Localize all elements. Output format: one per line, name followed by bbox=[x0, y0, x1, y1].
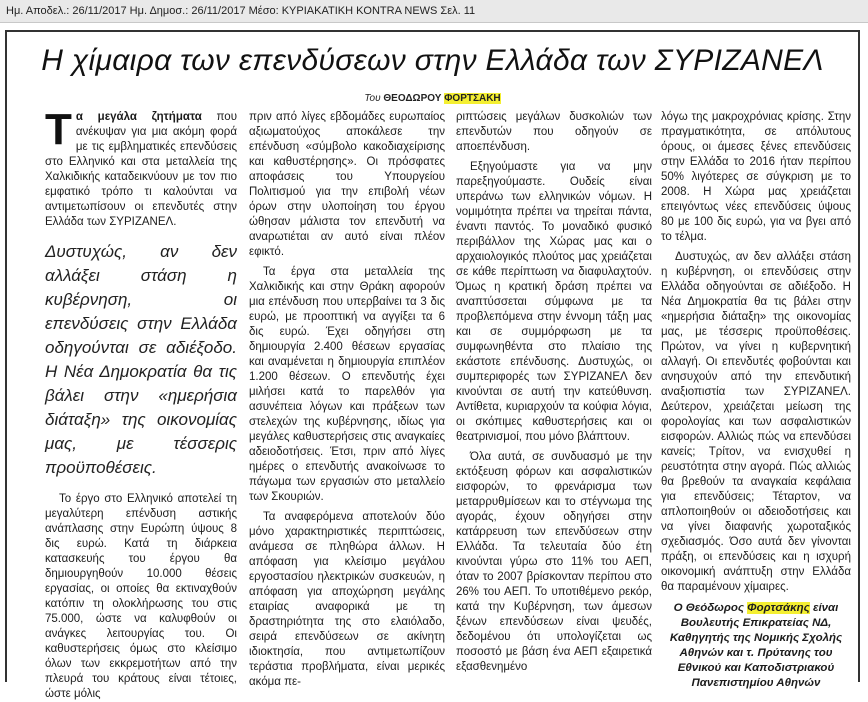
column-2 bbox=[249, 110, 445, 688]
col2-paragraph-3: Τα αναφερόμενα αποτελούν δύο μόνο χαρακτηριστικές περιπτώσεις, ανάμεσα σε πληθώρα άλλων. Η απόφαση για κλείσιμο μεγάλου εργοστασίου ηλεκτρικών συσκευών, η απόφαση για αποχώρηση μεγάλης εταιρίας αναφορικά με τη δραστηριότητα της στο ελαιόλαδο, σειρά επενδύσεων σε ακίνητη ιδιοκτησία, που αντιμετωπίζουν τεράστια προβλήματα, είναι μερικές ακόμα πε- bbox=[249, 511, 445, 688]
column-4 bbox=[661, 110, 851, 689]
column-1 bbox=[45, 105, 237, 700]
byline-prefix: Του bbox=[364, 93, 381, 104]
article-page bbox=[5, 30, 860, 700]
article-headline: Η χίμαιρα των επενδύσεων στην Ελλάδα των ΣΥΡΙΖΑΝΕΛ bbox=[41, 44, 824, 77]
lead-text: που ανέκυψαν για μια ακόμη φορά με τις εμβληματικές επενδύσεις στο Ελληνικό και στα μεταλλεία της Χαλκιδικής καταδεικνύουν με τον πιο εμφατικό τρόπο τι καλούνται να αντιμετωπίσουν οι επενδυτές στην Ελλάδα των ΣΥΡΙΖΑΝΕΛ. bbox=[45, 111, 237, 228]
bio-name: Φορτσάκης bbox=[747, 602, 810, 614]
clipping-info-bar bbox=[0, 0, 868, 23]
bio-suffix: είναι Βουλευτής Επικρατείας ΝΔ, Καθηγητής της Νομικής Σχολής Αθηνών και τ. Πρύτανης του Εθνικού και Καποδιστριακού Πανεπιστημίου Αθηνών bbox=[669, 602, 843, 689]
byline bbox=[5, 93, 860, 104]
col3-paragraph-2: Εξηγούμαστε για να μην παρεξηγούμαστε. Ουδείς είναι υπεράνω των ελληνικών νόμων. Η νομιμότητα πρέπει να τηρείται πάντα, έναντι παντός. Το μοναδικό φυσικό περιβάλλον της Χώρας μας και ο αρχαιολογικός πλούτος μας χρειάζεται σε κάθε περίπτωση να διαφυλαχτούν. Όμως η κρατική δράση πρέπει να αναπτύσσεται σύμφωνα με τα προβλεπόμενα στην έννομη τάξη μας και σε συμμόρφωση με τα συμφωνηθέντα στο πλαίσιο της εκάστοτε επένδυσης. Δυστυχώς, οι συμπεριφορές των ΣΥΡΙΖΑΝΕΛ δεν κινούνται σε αυτή την κατεύθυνση. Αντίθετα, κυριαρχούν τα κούφια λόγια, οι σκόπιμες καθυστερήσεις και οι θεατρινισμοί, που μόνο βλάπτουν. bbox=[456, 161, 652, 443]
right-rule bbox=[858, 30, 860, 682]
col4-paragraph-2: Δυστυχώς, αν δεν αλλάξει στάση η κυβέρνηση, οι επενδύσεις στην Ελλάδα οδηγούνται σε αδιέξοδο. Η Νέα Δημοκρατία θα τις βάλει στην «ημερήσια διάταξη» της οικονομίας μας, με τέσσερις προϋποθέσεις. Πρώτον, να γίνει η κυβερνητική αλλαγή. Οι επενδυτές φοβούνται και ανησυχούν από την επενδυτική αναξιοπιστία των ΣΥΡΙΖΑΝΕΛ. Δεύτερον, χρειάζεται μείωση της φορολογίας και των ασφαλιστικών εισφορών. Αλλιώς πώς να επενδύσει κανείς; Τρίτον, να ενισχυθεί η ρευστότητα στην αγορά. Πώς αλλιώς θα βρεθούν τα αναγκαία κεφάλαια για επενδύσεις; Τέταρτον, να απλοποιηθούν οι αδειοδοτήσεις και να γίνει διαφανής χωροταξικός σχεδιασμός. Όσο αυτά δεν γίνονται πράξη, οι επενδύσεις και η ισχυρή οικονομική ανάπτυξη στην Ελλάδα θα παραμένουν χίμαιρες. bbox=[661, 251, 851, 593]
col2-paragraph-1: πριν από λίγες εβδομάδες ευρωπαίος αξιωματούχος αποκάλεσε την επένδυση «σύμβολο κακοδιαχείρισης και καθυστέρησης». Οι πρόσφατες αποφάσεις του Υπουργείου Πολιτισμού για την επιβολή νέων όρων στην υλοποίηση του έργου ώθησαν μάλιστα τον επενδυτή να αναρωτιέται αν αυτό είναι πλέον εφικτό. bbox=[249, 111, 445, 258]
author-first-name: ΘΕΟΔΩΡΟΥ bbox=[383, 93, 442, 104]
drop-cap: Τ bbox=[45, 105, 72, 154]
left-rule bbox=[5, 30, 7, 682]
col4-paragraph-1: λόγω της μακροχρόνιας κρίσης. Στην πραγματικότητα, σε απόλυτους όρους, οι άμεσες ξένες επενδύσεις στην Ελλάδα το 2016 ήταν περίπου 50% λιγότερες σε σύγκριση με το 2008. Η Χώρα μας χρειάζεται επειγόντως νέες επενδύσεις ύψους 80 με 100 δις ευρώ, για να βγει από το τέλμα. bbox=[661, 111, 851, 243]
pull-quote: Δυστυχώς, αν δεν αλλάξει στάση η κυβέρνηση, οι επενδύσεις στην Ελλάδα οδηγούνται σε αδιέξοδο. Η Νέα Δημοκρατία θα τις βάλει στην «ημερήσια διάταξη» της οικονομίας μας, με τέσσερις προϋποθέσεις. bbox=[45, 242, 237, 477]
lead-bold-text: α μεγάλα ζητήματα bbox=[75, 111, 202, 123]
col1-paragraph-2: Το έργο στο Ελληνικό αποτελεί τη μεγαλύτερη επένδυση αστικής ανάπλασης στην Ευρώπη ύψους 8 δις ευρώ. Κατά τη διάρκεια κατασκευής του έργου θα δημιουργηθούν 10.000 θέσεις εργασίας, οι οποίες θα εκτιναχθούν κατόπιν τη ολοκλήρωσης του στις 75.000, ώστε να καλυφθούν οι ανάγκες λειτουργίας του. Οι καθυστερήσεις όμως στο κλείσιμο όλων των εκκρεμοτήτων από την πλευρά του κράτους είναι τέτοιες, ώστε μόλις bbox=[45, 493, 237, 700]
top-rule bbox=[5, 30, 860, 32]
col2-paragraph-2: Τα έργα στα μεταλλεία της Χαλκιδικής και στην Θράκη αφορούν μια επένδυση που υπερβαίνει τα 3 δις ευρώ, με προοπτική να αγγίξει τα 6 δις ευρώ. Έχει οδηγήσει στη δημιουργία 2.400 θέσεων εργασίας και αναμένεται η δημιουργία επιπλέον 1.200 θέσεων. Ο επενδυτής έχει μιλήσει κατά το παρελθόν για ασυνέπεια λόγων και πράξεων των στελεχών της κυβέρνησης, ιδίως για μεγάλες καθυστερήσεις στις αναγκαίες αδειοδοτήσεις. Έτσι, πριν από λίγες ημέρες ο επενδυτής ανακοίνωσε το πάγωμα των εργασιών στο μεταλλείο των Σκουριών. bbox=[249, 266, 445, 503]
col3-paragraph-3: Όλα αυτά, σε συνδυασμό με την εκτόξευση φόρων και ασφαλιστικών εισφορών, το φρενάρισμα των μεταρρυθμίσεων και το στέγνωμα της αγοράς, έχουν οδηγήσει στην κατάρρευση των επενδύσεων στην Ελλάδα. Τα τελευταία δύο έτη κινούνται γύρω στο 11% του ΑΕΠ, όταν το 2007 βρίσκονταν περίπου στο 26% του ΑΕΠ. Το υποτιθέμενο ρεκόρ, κατά την Κυβέρνηση, των άμεσων ξένων επενδύσεων είναι ψευδές, δεδομένου ότι υπολογίζεται ως ποσοστό με βάση ένα ΑΕΠ εξαιρετικά εξασθενημένο bbox=[456, 451, 652, 673]
author-bio bbox=[661, 601, 851, 691]
bio-prefix: Ο Θεόδωρος bbox=[673, 602, 744, 614]
col3-paragraph-1: ριπτώσεις μεγάλων δυσκολιών των επενδυτών που οδηγούν σε αποεπένδυση. bbox=[456, 111, 652, 153]
author-last-name: ΦΟΡΤΣΑΚΗ bbox=[444, 93, 501, 104]
column-3 bbox=[456, 110, 652, 680]
lead-paragraph bbox=[45, 105, 237, 230]
clipping-info-text: Ημ. Αποδελ.: 26/11/2017 Ημ. Δημοσ.: 26/11/2017 Μέσο: ΚΥΡΙΑΚΑΤΙΚΗ KONTRA NEWS Σελ. 11 bbox=[6, 5, 476, 17]
